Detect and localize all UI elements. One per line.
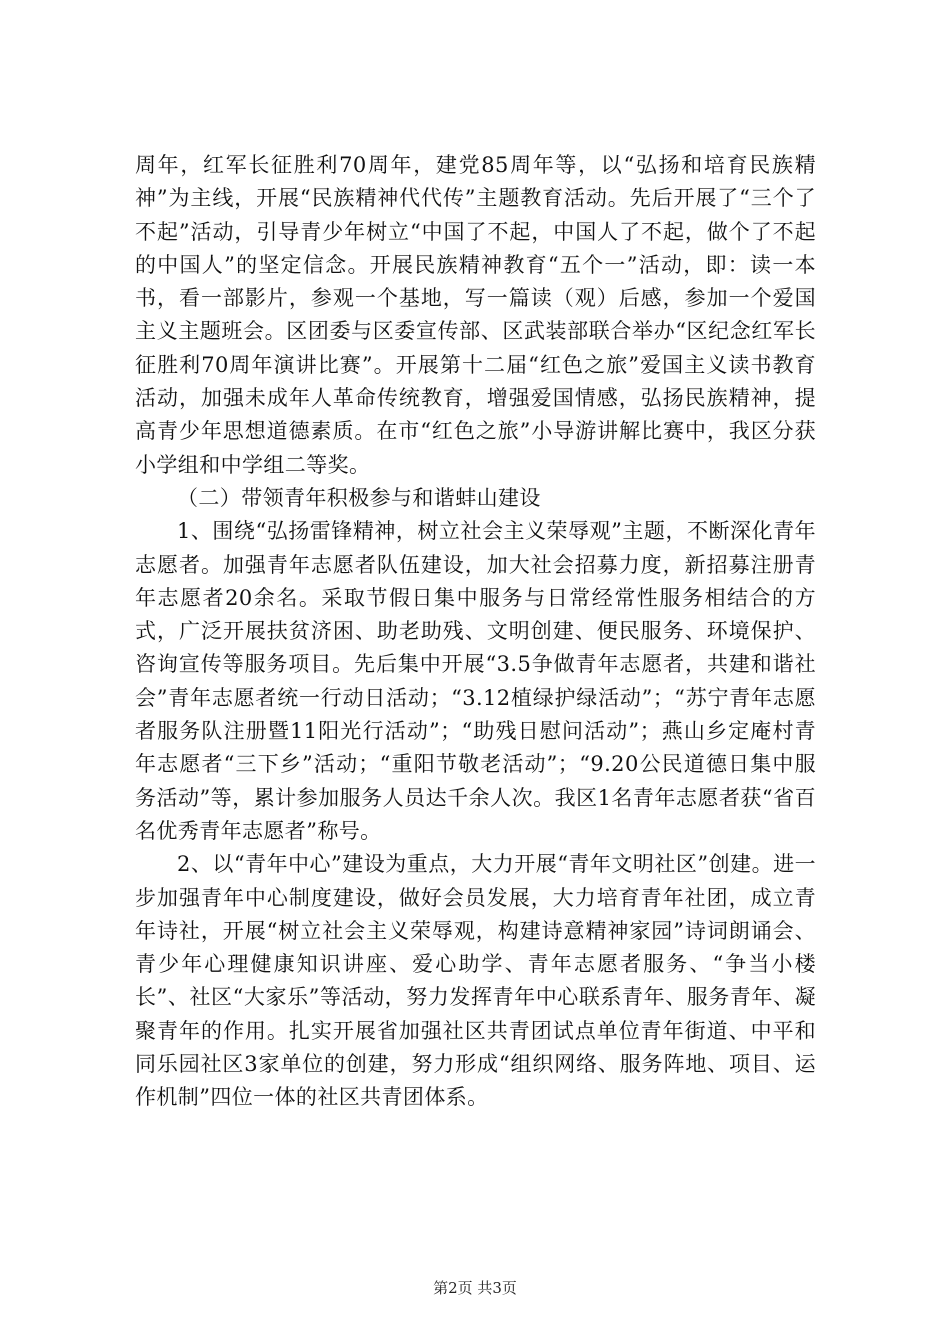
- page-number-footer: 第2页 共3页: [433, 1279, 517, 1297]
- document-body: [135, 149, 816, 1115]
- body-paragraph-continued: 周年，红军长征胜利70周年，建党85周年等，以“弘扬和培育民族精神”为主线，开展“民族精神代代传”主题教育活动。先后开展了“三个了不起”活动，引导青少年树立“中国了不起，中国人了不起，做个了不起的中国人”的坚定信念。开展民族精神教育“五个一”活动，即：读一本书，看一部影片，参观一个基地，写一篇读（观）后感，参加一个爱国主义主题班会。区团委与区委宣传部、区武装部联合举办“区纪念红军长征胜利70周年演讲比赛”。开展第十二届“红色之旅”爱国主义读书教育活动，加强未成年人革命传统教育，增强爱国情感，弘扬民族精神，提高青少年思想道德素质。在市“红色之旅”小导游讲解比赛中，我区分获小学组和中学组二等奖。: [135, 153, 816, 477]
- body-paragraph-volunteers: 1、围绕“弘扬雷锋精神，树立社会主义荣辱观”主题，不断深化青年志愿者。加强青年志愿者队伍建设，加大社会招募力度，新招募注册青年志愿者20余名。采取节假日集中服务与日常经常性服务相结合的方式，广泛开展扶贫济困、助老助残、文明创建、便民服务、环境保护、咨询宣传等服务项目。先后集中开展“3.5争做青年志愿者，共建和谐社会”青年志愿者统一行动日活动；“3.12植绿护绿活动”；“苏宁青年志愿者服务队注册暨11阳光行活动”；“助残日慰问活动”；燕山乡定庵村青年志愿者“三下乡”活动；“重阳节敬老活动”；“9.20公民道德日集中服务活动”等，累计参加服务人员达千余人次。我区1名青年志愿者获“省百名优秀青年志愿者”称号。: [135, 519, 816, 843]
- section-heading: （二）带领青年积极参与和谐蚌山建设: [177, 485, 541, 510]
- body-paragraph-youth-center: 2、以“青年中心”建设为重点，大力开展“青年文明社区”创建。进一步加强青年中心制度建设，做好会员发展，大力培育青年社团，成立青年诗社，开展“树立社会主义荣辱观，构建诗意精神家园”诗词朗诵会、青少年心理健康知识讲座、爱心助学、青年志愿者服务、“争当小楼长”、社区“大家乐”等活动，努力发挥青年中心联系青年、服务青年、凝聚青年的作用。扎实开展省加强社区共青团试点单位青年街道、中平和同乐园社区3家单位的创建，努力形成“组织网络、服务阵地、项目、运作机制”四位一体的社区共青团体系。: [135, 852, 816, 1110]
